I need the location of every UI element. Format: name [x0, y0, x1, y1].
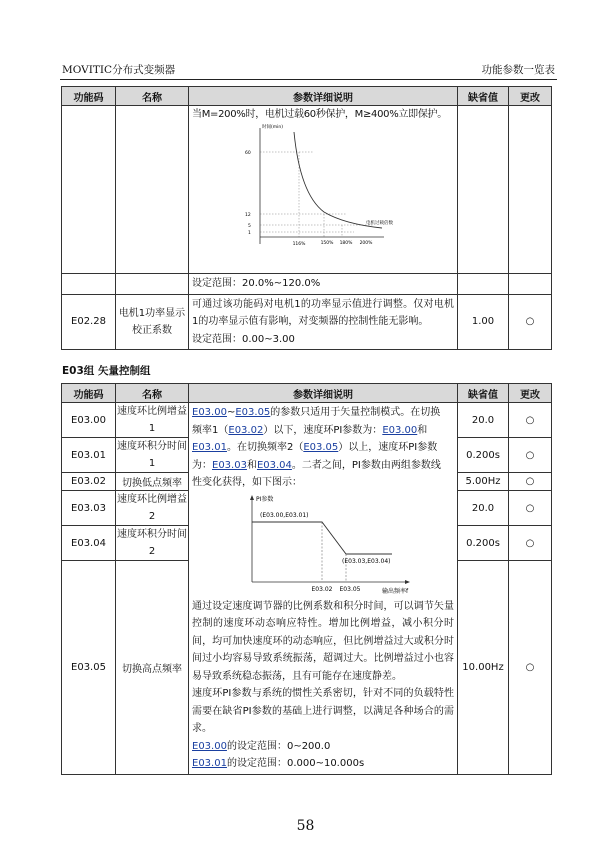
link-e0305[interactable]: E03.05	[235, 407, 271, 418]
x-tick-e0302: E03.02	[311, 585, 333, 593]
row-name: 速度环比例增益2	[116, 491, 189, 526]
link-e0302[interactable]: E03.02	[228, 424, 264, 436]
row-code: E03.05	[62, 561, 116, 775]
x-tick-116: 116%	[292, 241, 306, 247]
row-code: E03.02	[62, 473, 116, 491]
row-change: ○	[509, 526, 552, 561]
page-number: 58	[296, 818, 315, 834]
y-tick-60: 60	[245, 150, 251, 156]
cell-empty	[116, 106, 189, 274]
link-e0303[interactable]: E03.03	[212, 459, 247, 471]
row-default: 5.00Hz	[458, 473, 509, 491]
table-row	[62, 403, 552, 438]
cell-empty	[458, 106, 509, 274]
desc-text: 。二者之间，PI参数由两组参数线	[291, 459, 441, 471]
row-default: 20.0	[458, 491, 509, 526]
overload-curve-chart	[234, 124, 404, 249]
overload-curve	[294, 132, 382, 228]
table-row	[62, 294, 552, 350]
row-change: ○	[509, 491, 552, 526]
cell-empty	[62, 274, 116, 295]
link-e0300[interactable]: E03.00	[382, 424, 418, 436]
link-e0300[interactable]: E03.00	[192, 407, 227, 418]
overload-desc-line: 当M=200%时，电机过载60秒保护，M≥400%立即保护。	[192, 109, 447, 120]
row-default: 1.00	[458, 294, 509, 350]
link-e0304[interactable]: E03.04	[256, 459, 292, 471]
desc-text: 。在切换频率2（	[226, 442, 304, 453]
cell-empty	[509, 106, 552, 274]
col-default: 缺省值	[458, 384, 509, 403]
upper-point-label: (E03.00,E03.01)	[260, 511, 309, 519]
desc-text: 和	[246, 459, 257, 471]
desc-text: 的参数只适用于矢量控制模式。在切换	[270, 407, 441, 418]
link-e0301[interactable]: E03.01	[192, 442, 227, 453]
link-e0301[interactable]: E03.01	[192, 758, 227, 769]
col-desc: 参数详细说明	[189, 87, 458, 106]
cell-empty	[458, 274, 509, 295]
param-table-e03	[61, 383, 552, 775]
desc-text: 和	[417, 424, 428, 436]
desc-line-1	[192, 404, 454, 422]
row-change: ○	[509, 403, 552, 438]
link-e0305[interactable]: E03.05	[303, 442, 339, 453]
col-name: 名称	[116, 87, 189, 106]
y-tick-12: 12	[245, 212, 251, 218]
x-tick-150: 150%	[320, 240, 334, 246]
desc-text: 的设定范围：0.000~10.000s	[226, 758, 365, 769]
row-name: 电机1功率显示校正系数	[116, 294, 189, 350]
link-e0300[interactable]: E03.00	[192, 740, 227, 752]
overload-range: 设定范围：20.0%~120.0%	[189, 274, 458, 295]
row-default: 20.0	[458, 403, 509, 438]
desc-line-3	[192, 439, 454, 457]
row-range: 设定范围：0.00~3.00	[192, 333, 295, 345]
row-name: 速度环比例增益1	[116, 403, 189, 438]
y-axis-label: PI参数	[256, 495, 274, 503]
desc-text: 的设定范围：0~200.0	[226, 740, 331, 752]
row-change: ○	[509, 561, 552, 775]
col-change: 更改	[509, 87, 552, 106]
row-code: E03.03	[62, 491, 116, 526]
header-section: 功能参数一览表	[481, 64, 555, 76]
row-code: E02.28	[62, 294, 116, 350]
row-code: E03.01	[62, 438, 116, 473]
row-change: ○	[509, 473, 552, 491]
row-change: ○	[509, 438, 552, 473]
col-name: 名称	[116, 384, 189, 403]
row-default: 0.200s	[458, 526, 509, 561]
header-rule	[60, 79, 557, 80]
param-table-e02	[61, 86, 552, 350]
lower-point-label: (E03.03,E03.04)	[342, 557, 391, 565]
desc-text: 频率1（	[192, 424, 229, 436]
x-axis-label: 输出频率f	[382, 587, 409, 594]
row-name: 速度环积分时间1	[116, 438, 189, 473]
vector-desc-cell	[189, 403, 458, 775]
desc-text: 为：	[192, 459, 212, 471]
range-e0300	[192, 738, 454, 756]
desc-paragraph-3: 速度环PI参数与系统的惯性关系密切，针对不同的负载特性需要在缺省PI参数的基础上进行调整，以满足各种场合的需求。	[192, 688, 454, 734]
col-code: 功能码	[62, 384, 116, 403]
desc-text: ）以上，速度环PI参数	[338, 442, 438, 453]
section-title: E03组 矢量控制组	[62, 365, 151, 377]
x-tick-200: 200%	[359, 240, 373, 246]
desc-line-5: 性变化获得，如下图示：	[192, 477, 302, 488]
desc-line-2	[192, 422, 454, 440]
row-name: 切换低点频率	[116, 473, 189, 491]
row-code: E03.04	[62, 526, 116, 561]
cell-empty	[509, 274, 552, 295]
x-tick-180: 180%	[339, 240, 353, 246]
desc-text: ~	[226, 407, 236, 418]
row-default: 0.200s	[458, 438, 509, 473]
desc-paragraph-2: 通过设定速度调节器的比例系数和积分时间，可以调节矢量控制的速度环动态响应特性。增加比例增益，减小积分时间，均可加快速度环的动态响应，但比例增益过大或积分时间过小均容易导致系统振荡，超调过大。比例增益过小也容易导致系统稳态振荡，且有可能存在速度静差。	[192, 600, 454, 682]
header-title: MOVITIC分布式变频器	[62, 64, 176, 76]
desc-text: ）以下，速度环PI参数为：	[263, 424, 383, 436]
row-code: E03.00	[62, 403, 116, 438]
col-desc: 参数详细说明	[189, 384, 458, 403]
x-axis-label: 电机过载倍数	[366, 220, 393, 226]
row-change: ○	[509, 294, 552, 350]
range-e0301	[192, 755, 454, 773]
cell-empty	[116, 274, 189, 295]
cell-empty	[62, 106, 116, 274]
row-desc	[189, 294, 458, 350]
col-change: 更改	[509, 384, 552, 403]
row-name: 速度环积分时间2	[116, 526, 189, 561]
row-default: 10.00Hz	[458, 561, 509, 775]
y-axis-label: 时间(min)	[262, 124, 283, 130]
overload-desc-cell	[189, 106, 458, 274]
pi-param-chart	[222, 492, 422, 594]
row-desc-text: 可通过该功能码对电机1的功率显示值进行调整。仅对电机1的功率显示值有影响，对变频器的控制性能无影响。	[192, 298, 454, 327]
row-name: 切换高点频率	[116, 561, 189, 775]
x-tick-e0305: E03.05	[339, 585, 361, 593]
col-default: 缺省值	[458, 87, 509, 106]
desc-line-4	[192, 457, 454, 475]
y-tick-5: 5	[248, 223, 251, 229]
y-tick-1: 1	[248, 230, 251, 236]
col-code: 功能码	[62, 87, 116, 106]
